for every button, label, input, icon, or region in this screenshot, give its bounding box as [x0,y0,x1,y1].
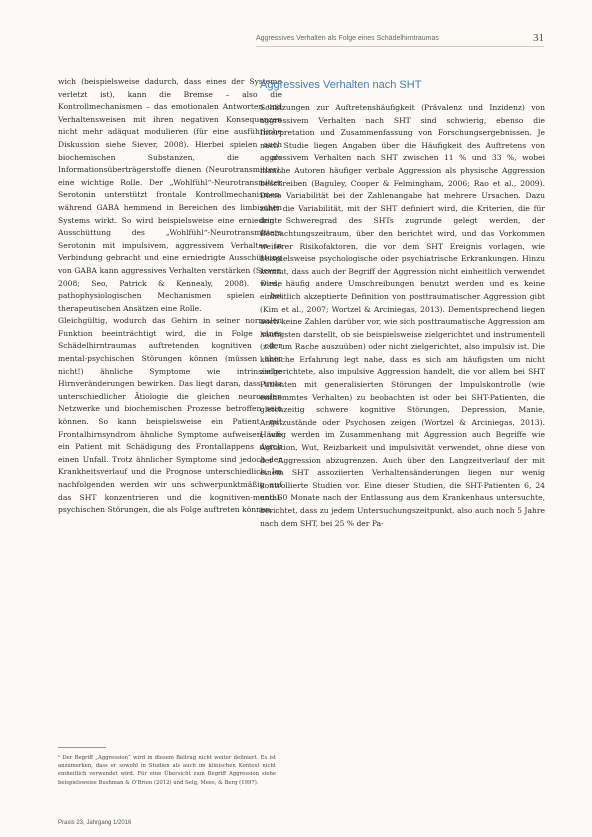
header-rule [256,46,544,47]
footnote-rule [58,747,106,748]
section-title: Aggressives Verhalten nach SHT [260,79,422,91]
running-title: Aggressives Verhalten als Folge eines Schädelhirntraumas [256,34,439,42]
page-number: 31 [533,32,544,44]
right-column [260,102,545,530]
footnote: ¹ Der Begriff „Aggression“ wird in diesem Beitrag nicht weiter definiert. Es ist anzumerken, dass er sowohl in Studien als auch im klinischen Kontext nicht einheitlich verwendet wird. Für eine Übersicht zum Begriff Aggression siehe beispielsweise Bushman & O’Brien (2012) und Selg, Mees, & Berg (1997). [58,755,276,786]
right-paragraph-1: Schätzungen zur Auftretenshäufigkeit (Prävalenz und Inzidenz) von aggressivem Verhalten nach SHT sind schwierig, ebenso die Interpretation und Zusammenfassung von Forschungsergebnissen. Je nach Studie liegen Angaben über die Häufigkeit des Auftretens von aggressivem Verhalten nach SHT zwischen 11 % und 33 %, wobei manche Autoren häufiger verbale Aggression als physische Aggression beschreiben (Baguley, Cooper & Felmingham, 2006; Rao et al., 2009). Diese Variabilität bei der Zahlenangabe hat mehrere Ursachen. Dazu zählt die Variabilität, mit der SHT definiert wird, die Kriterien, die für den Schweregrad des SHTs zugrunde gelegt werden, der Beobachtungszeitraum, über den berichtet wird, und das Vorkommen weiterer Risikofaktoren, die vor dem SHT Ereignis vorlagen, wie beispielsweise psychologische oder psychiatrische Erkrankungen. Hinzu kommt, dass auch der Begriff der Aggression nicht einheitlich verwendet wird, häufig andere Umschreibungen benutzt werden und es keine einheitlich akzeptierte Definition von posttraumatischer Aggression gibt (Kim et al., 2007; Wortzel & Arciniegas, 2013). Dementsprechend liegen auch keine Zahlen darüber vor, wie sich posttraumatische Aggression am häufigsten darstellt, ob sie beispielsweise zielgerichtet und instrumentell (z.B. um Rache auszuüben) oder nicht zielgerichtet, also impulsiv ist. Die klinische Erfahrung legt nahe, dass es sich am häufigsten um nicht zielgerichtete, also impulsive Aggression handelt, die vor allem bei SHT Patienten mit generalisierten Störungen der Impulskontrolle (wie enthemmtes Verhalten) zu beobachten ist oder bei SHT-Patienten, die gleichzeitig schwere kognitive Störungen, Depression, Manie, Angstzustände oder Psychosen zeigen (Wortzel & Arciniegas, 2013). Häufig werden im Zusammenhang mit Aggression auch Begriffe wie Agitation, Wut, Reizbarkeit und impulsivität verwendet, ohne diese von der Aggression abzugrenzen. Auch über den Langzeitverlauf der mit einem SHT assoziierten Verhaltensänderungen liegen nur wenig kontrollierte Studien vor. Eine dieser Studien, die SHT-Patienten 6, 24 und 60 Monate nach der Entlassung aus dem Krankenhaus untersuchte, berichtet, dass zu jedem Untersuchungszeitpunkt, also auch noch 5 Jahre nach dem SHT, bei 25 % der Pa- [260,103,545,528]
left-column [58,76,282,517]
left-paragraph-2: Gleichgültig, wodurch das Gehirn in seiner normalen Funktion beeinträchtigt wird, die in Folge eines Schädelhirntraumas auftretenden kognitiven oder mental-psychischen Störungen können (müssen aber nicht!) ähnliche Symptome wie intrinsische Hirnveränderungen bewirken. Das liegt daran, dass trotz unterschiedlicher Ätiologie die gleichen neuronalen Netzwerke und biochemischen Prozesse betroffen sein können. So kann beispielsweise ein Patient mit Frontalhirnsyndrom ähnliche Symptome aufweisen, wie ein Patient mit Schädigung des Frontallappens durch einen Unfall. Trotz ähnlicher Symptome sind jedoch der Krankheitsverlauf und die Prognose unterschiedlich. Im nachfolgenden werden wir uns schwerpunktmäßig auf das SHT konzentrieren und die kognitiven-mental-psychischen Störungen, die als Folge auftreten können. [58,316,282,515]
page-footer: Praxis 23, Jahrgang 1/2016 [58,820,132,826]
left-paragraph-1: wich (beispielsweise dadurch, dass eines der Systeme verletzt ist), kann die Bremse – also die Kontrollmechanismen – das emotionalen Antworten und Verhaltensweisen mit ihren negativen Konsequenzen nicht mehr adäquat modulieren (für eine ausführliche Diskussion siehe Siever, 2008). Hierbei spielen auch biochemischen Substanzen, die als Informationsüberträgerstoffe dienen (Neurotransmitter), eine wichtige Rolle. Der „Wohlfühl“-Neurotransmitter Serotonin unterstützt frontale Kontrollmechanismen, während GABA hemmend in Bereichen des limbischen Systems wirkt. So wird beispielsweise eine erniedrigte Ausschüttung des „Wohlfühl“-Neurotransmitters Serotonin mit impulsivem, aggressivem Verhalten in Verbindung gebracht und eine erniedrigte Ausschüttung von GABA kann aggressives Verhalten verstärken (Siever, 2008; Seo, Patrick & Kennealy, 2008). Diese pathophysiologischen Mechanismen spielen bei therapeutischen Ansätzen eine Rolle. [58,77,282,313]
running-header [256,31,544,45]
